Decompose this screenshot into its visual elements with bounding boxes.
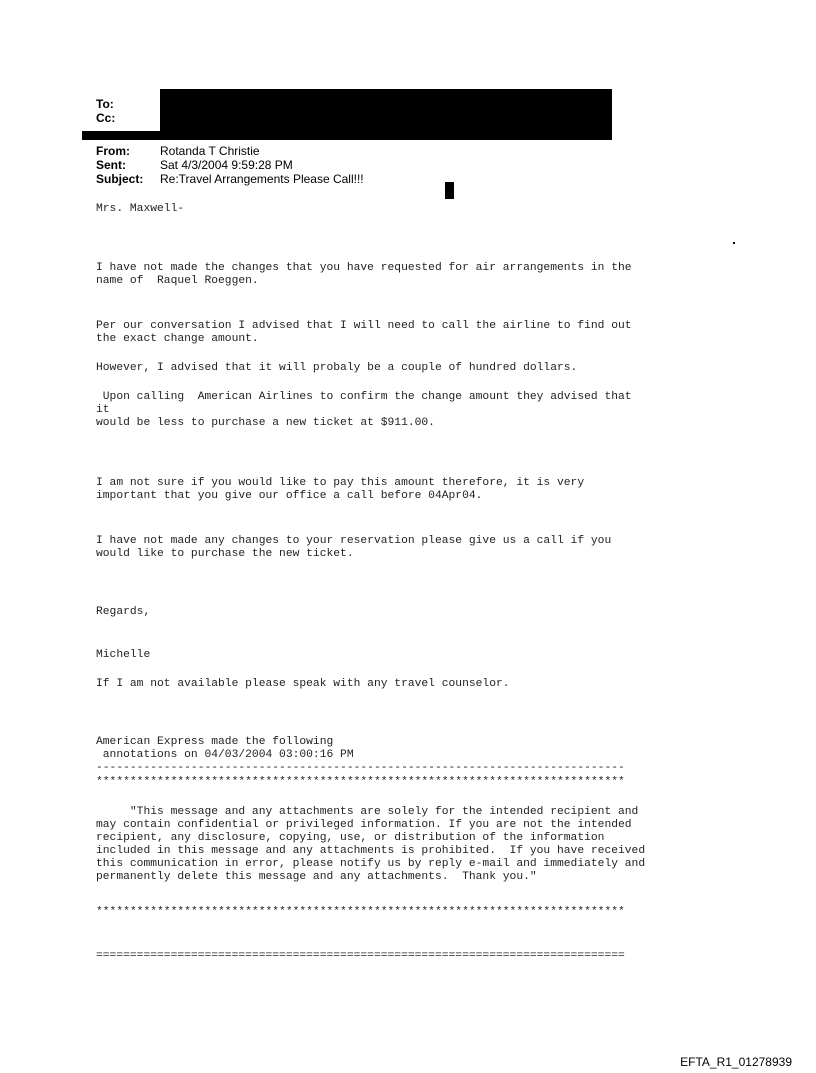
to-label: To: bbox=[96, 97, 114, 111]
star-separator-2: ****************************************************************************** bbox=[96, 906, 625, 918]
subject-label: Subject: bbox=[96, 172, 144, 186]
paragraph-2: Per our conversation I advised that I will need to call the airline to find out the exact change amount. bbox=[96, 320, 632, 345]
equals-separator: ============================================================================== bbox=[96, 950, 625, 962]
sent-value: Sat 4/3/2004 9:59:28 PM bbox=[160, 158, 293, 172]
star-separator: ****************************************************************************** bbox=[96, 776, 625, 788]
paragraph-1: I have not made the changes that you have requested for air arrangements in the name of Raquel Roeggen. bbox=[96, 262, 632, 287]
paragraph-7: If I am not available please speak with any travel counselor. bbox=[96, 678, 510, 690]
paragraph-4: Upon calling American Airlines to confirm the change amount they advised that it would be less to purchase a new ticket at $911.00. bbox=[96, 391, 632, 429]
header-subject-row bbox=[96, 172, 496, 186]
paragraph-6: I have not made any changes to your reservation please give us a call if you would like to purchase the new ticket. bbox=[96, 535, 612, 560]
redaction-block-recipients bbox=[160, 89, 612, 137]
header-sent-row bbox=[96, 158, 496, 172]
sent-label: Sent: bbox=[96, 158, 126, 172]
signature: Michelle bbox=[96, 649, 151, 661]
dash-separator: ------------------------------------------------------------------------------ bbox=[96, 762, 625, 774]
from-value: Rotanda T Christie bbox=[160, 144, 260, 158]
header-from-row bbox=[96, 144, 496, 158]
greeting: Mrs. Maxwell- bbox=[96, 203, 185, 215]
from-label: From: bbox=[96, 144, 130, 158]
redaction-block-strip bbox=[82, 131, 612, 140]
document-id: EFTA_R1_01278939 bbox=[680, 1055, 792, 1069]
regards: Regards, bbox=[96, 606, 151, 618]
paragraph-3: However, I advised that it will probaly be a couple of hundred dollars. bbox=[96, 362, 578, 374]
cc-label: Cc: bbox=[96, 111, 116, 125]
subject-value: Re:Travel Arrangements Please Call!!! bbox=[160, 172, 364, 186]
disclaimer-intro: American Express made the following annotations on 04/03/2004 03:00:16 PM bbox=[96, 736, 354, 761]
stray-dot bbox=[733, 242, 735, 244]
paragraph-5: I am not sure if you would like to pay this amount therefore, it is very important that you give our office a call before 04Apr04. bbox=[96, 477, 585, 502]
disclaimer-text: "This message and any attachments are solely for the intended recipient and may contain confidential or privileged information. If you are not the intended recipient, any disclosure, copying, use, or distribution of the information included in this message and any attachments is prohibited. If you have received this communication in error, please notify us by reply e-mail and immediately and permanently delete this message and any attachments. Thank you." bbox=[96, 806, 646, 883]
